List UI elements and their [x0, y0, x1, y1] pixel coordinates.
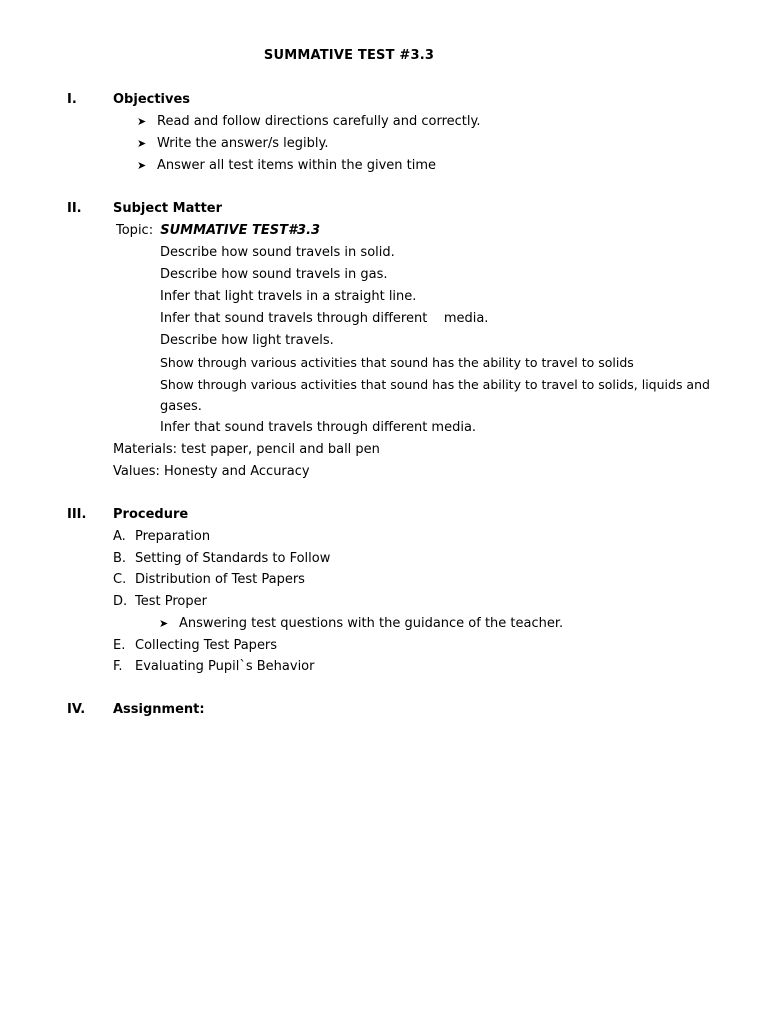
arrow-bullet-icon: ➤ — [137, 137, 147, 150]
step-letter: F. — [113, 659, 123, 674]
topic-line — [116, 222, 320, 240]
topic-detail-line: Infer that sound travels through different media. — [160, 311, 489, 326]
step-text: Preparation — [135, 529, 211, 544]
section-numeral-subject-matter: II. — [67, 201, 82, 216]
procedure-step — [113, 658, 314, 676]
topic-detail-line: Describe how light travels. — [160, 333, 334, 348]
arrow-bullet-icon: ➤ — [137, 159, 147, 172]
topic-detail-line: gases. — [160, 399, 202, 414]
topic-detail-line: Describe how sound travels in gas. — [160, 267, 388, 282]
topic-detail-line: Infer that light travels in a straight line. — [160, 289, 417, 304]
topic-detail-line: Show through various activities that sound has the ability to travel to solids — [160, 355, 634, 370]
objective-item — [137, 113, 480, 131]
section-heading-procedure: Procedure — [113, 507, 189, 522]
step-letter: B. — [113, 551, 127, 566]
procedure-step — [113, 550, 330, 568]
objective-item — [137, 157, 436, 175]
sub-item-text: Answering test questions with the guidance of the teacher. — [179, 616, 564, 631]
procedure-step — [113, 528, 210, 546]
procedure-step — [113, 637, 277, 655]
step-text: Setting of Standards to Follow — [135, 551, 331, 566]
objective-item — [137, 135, 328, 153]
section-heading-subject-matter: Subject Matter — [113, 201, 223, 216]
procedure-step — [113, 571, 305, 589]
step-letter: D. — [113, 594, 128, 609]
document-title: SUMMATIVE TEST #3.3 — [263, 48, 435, 63]
objective-text: Write the answer/s legibly. — [157, 136, 329, 151]
section-numeral-objectives: I. — [67, 92, 77, 107]
arrow-bullet-icon: ➤ — [159, 617, 169, 630]
values-line: Values: Honesty and Accuracy — [113, 464, 310, 479]
step-text: Distribution of Test Papers — [135, 572, 305, 587]
arrow-bullet-icon: ➤ — [137, 115, 147, 128]
procedure-step — [113, 593, 207, 611]
step-letter: E. — [113, 638, 126, 653]
section-heading-assignment: Assignment: — [113, 702, 205, 717]
objective-text: Read and follow directions carefully and correctly. — [157, 114, 481, 129]
topic-label: Topic: — [116, 223, 154, 238]
step-letter: C. — [113, 572, 127, 587]
objective-text: Answer all test items within the given time — [157, 158, 437, 173]
section-heading-objectives: Objectives — [113, 92, 191, 107]
section-numeral-procedure: III. — [67, 507, 87, 522]
topic-detail-line: Describe how sound travels in solid. — [160, 245, 395, 260]
topic-value: SUMMATIVE TEST#3.3 — [160, 223, 321, 238]
topic-detail-line: Infer that sound travels through different media. — [160, 420, 477, 435]
procedure-sub-item — [159, 615, 563, 633]
topic-detail-line: Show through various activities that sound has the ability to travel to solids, liquids and — [160, 377, 710, 392]
section-numeral-assignment: IV. — [67, 702, 86, 717]
step-text: Evaluating Pupil`s Behavior — [135, 659, 315, 674]
step-text: Test Proper — [135, 594, 207, 609]
step-letter: A. — [113, 529, 126, 544]
step-text: Collecting Test Papers — [135, 638, 278, 653]
materials-line: Materials: test paper, pencil and ball pen — [113, 442, 380, 457]
